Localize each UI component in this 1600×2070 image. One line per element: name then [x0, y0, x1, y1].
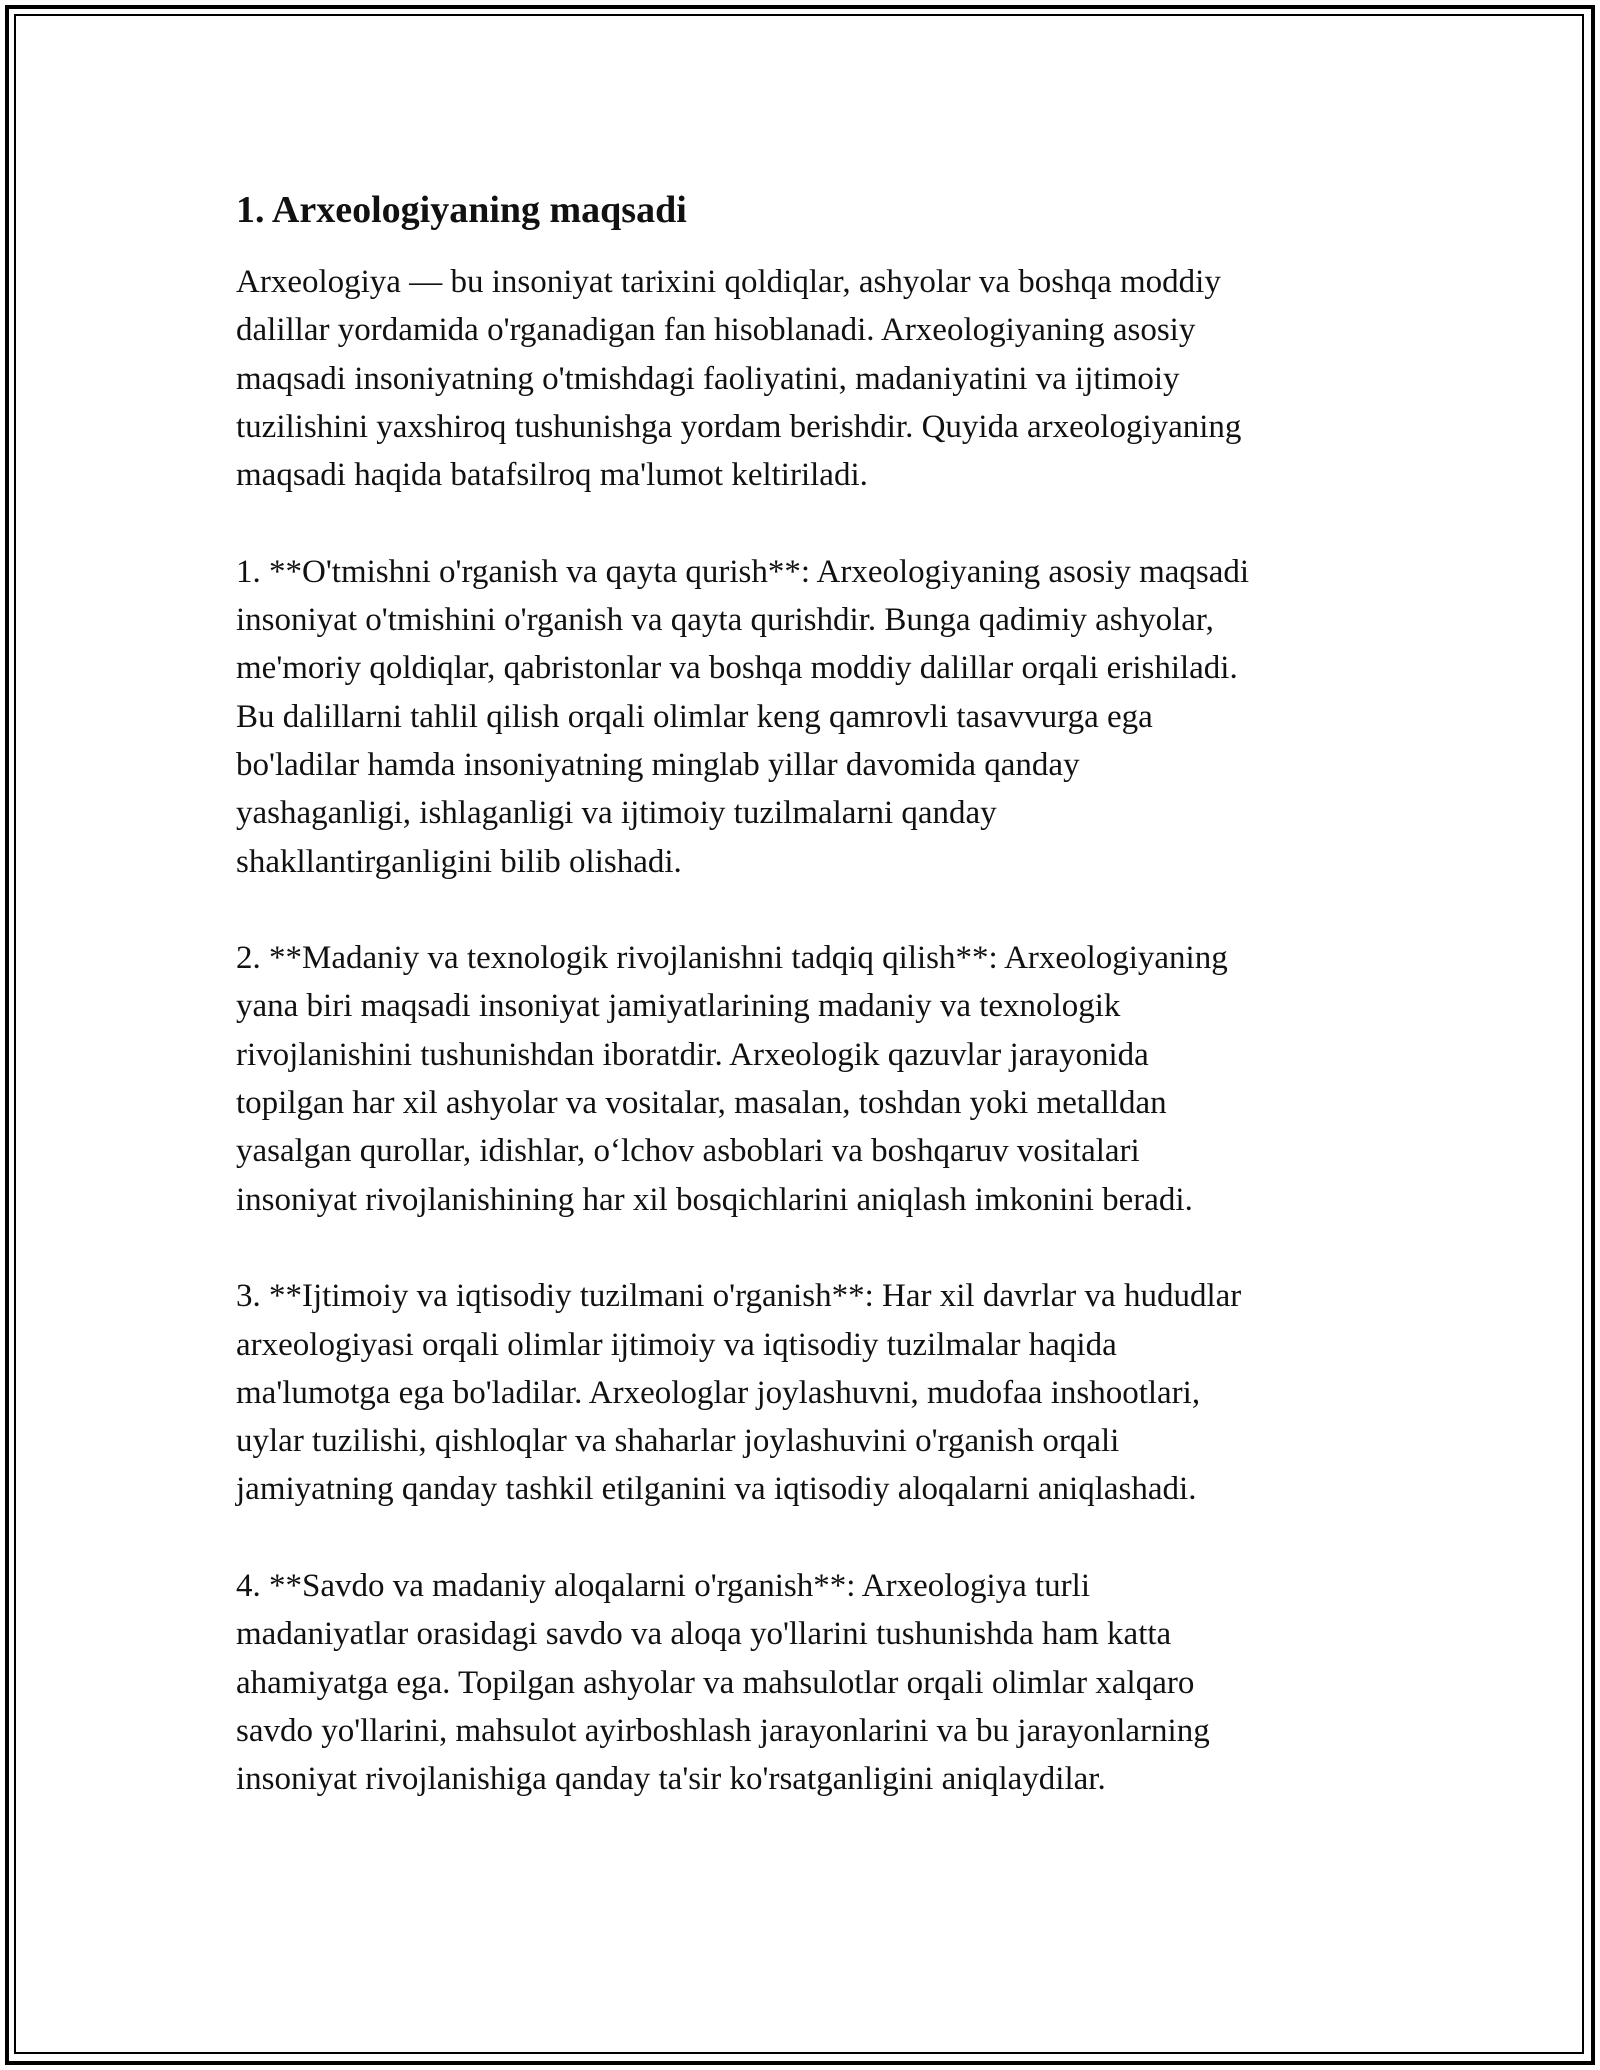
text-line: savdo yo'llarini, mahsulot ayirboshlash jarayonlarini va bu jarayonlarning — [236, 1712, 1210, 1749]
text-line: maqsadi haqida batafsilroq ma'lumot keltiriladi. — [236, 457, 868, 494]
text-line: insoniyat rivojlanishining har xil bosqichlarini aniqlash imkonini beradi. — [236, 1181, 1193, 1218]
text-line: ahamiyatga ega. Topilgan ashyolar va mahsulotlar orqali olimlar xalqaro — [236, 1664, 1195, 1701]
text-line: insoniyat o'tmishini o'rganish va qayta qurishdir. Bunga qadimiy ashyolar, — [236, 602, 1214, 639]
text-line: insoniyat rivojlanishiga qanday ta'sir ko'rsatganligini aniqlaydilar. — [236, 1761, 1106, 1798]
list-item-1-paragraph — [236, 548, 1386, 886]
intro-paragraph — [236, 258, 1386, 499]
text-line: 4. **Savdo va madaniy aloqalarni o'rganish**: Arxeologiya turli — [236, 1568, 1091, 1605]
text-line: yasalgan qurollar, idishlar, o‘lchov asboblari va boshqaruv vositalari — [236, 1133, 1140, 1170]
list-item-4-paragraph — [236, 1562, 1386, 1803]
text-line: bo'ladilar hamda insoniyatning minglab yillar davomida qanday — [236, 746, 1080, 783]
text-line: dalillar yordamida o'rganadigan fan hisoblanadi. Arxeologiyaning asosiy — [236, 312, 1196, 349]
text-line: arxeologiyasi orqali olimlar ijtimoiy va iqtisodiy tuzilmalar haqida — [236, 1326, 1117, 1363]
text-line: 2. **Madaniy va texnologik rivojlanishni tadqiq qilish**: Arxeologiyaning — [236, 940, 1228, 977]
text-line: uylar tuzilishi, qishloqlar va shaharlar joylashuvini o'rganish orqali — [236, 1423, 1120, 1460]
text-line: yashaganligi, ishlaganligi va ijtimoiy tuzilmalarni qanday — [236, 795, 997, 832]
text-line: topilgan har xil ashyolar va vositalar, masalan, toshdan yoki metalldan — [236, 1085, 1167, 1122]
list-item-3-paragraph — [236, 1272, 1386, 1513]
text-line: maqsadi insoniyatning o'tmishdagi faoliyatini, madaniyatini va ijtimoiy — [236, 360, 1180, 397]
list-item-2-paragraph — [236, 934, 1386, 1224]
text-line: Arxeologiya — bu insoniyat tarixini qoldiqlar, ashyolar va boshqa moddiy — [236, 264, 1221, 300]
document-title: 1. Arxeologiyaning maqsadi — [236, 189, 687, 231]
text-line: me'moriy qoldiqlar, qabristonlar va boshqa moddiy dalillar orqali erishiladi. — [236, 650, 1238, 687]
text-line: 3. **Ijtimoiy va iqtisodiy tuzilmani o'rganish**: Har xil davrlar va hududlar — [236, 1278, 1242, 1315]
text-line: madaniyatlar orasidagi savdo va aloqa yo'llarini tushunishda ham katta — [236, 1616, 1172, 1653]
text-line: Bu dalillarni tahlil qilish orqali olimlar keng qamrovli tasavvurga ega — [236, 698, 1153, 735]
text-line: tuzilishini yaxshiroq tushunishga yordam berishdir. Quyida arxeologiyaning — [236, 408, 1242, 445]
document-body — [236, 186, 1386, 1852]
text-line: ma'lumotga ega bo'ladilar. Arxeologlar joylashuvni, mudofaa inshootlari, — [236, 1374, 1201, 1411]
text-line: jamiyatning qanday tashkil etilganini va iqtisodiy aloqalarni aniqlashadi. — [236, 1471, 1197, 1508]
text-line: 1. **O'tmishni o'rganish va qayta qurish**: Arxeologiyaning asosiy maqsadi — [236, 553, 1250, 590]
text-line: yana biri maqsadi insoniyat jamiyatlarining madaniy va texnologik — [236, 988, 1121, 1025]
text-line: shakllantirganligini bilib olishadi. — [236, 843, 682, 880]
text-line: rivojlanishini tushunishdan iboratdir. Arxeologik qazuvlar jarayonida — [236, 1036, 1149, 1073]
